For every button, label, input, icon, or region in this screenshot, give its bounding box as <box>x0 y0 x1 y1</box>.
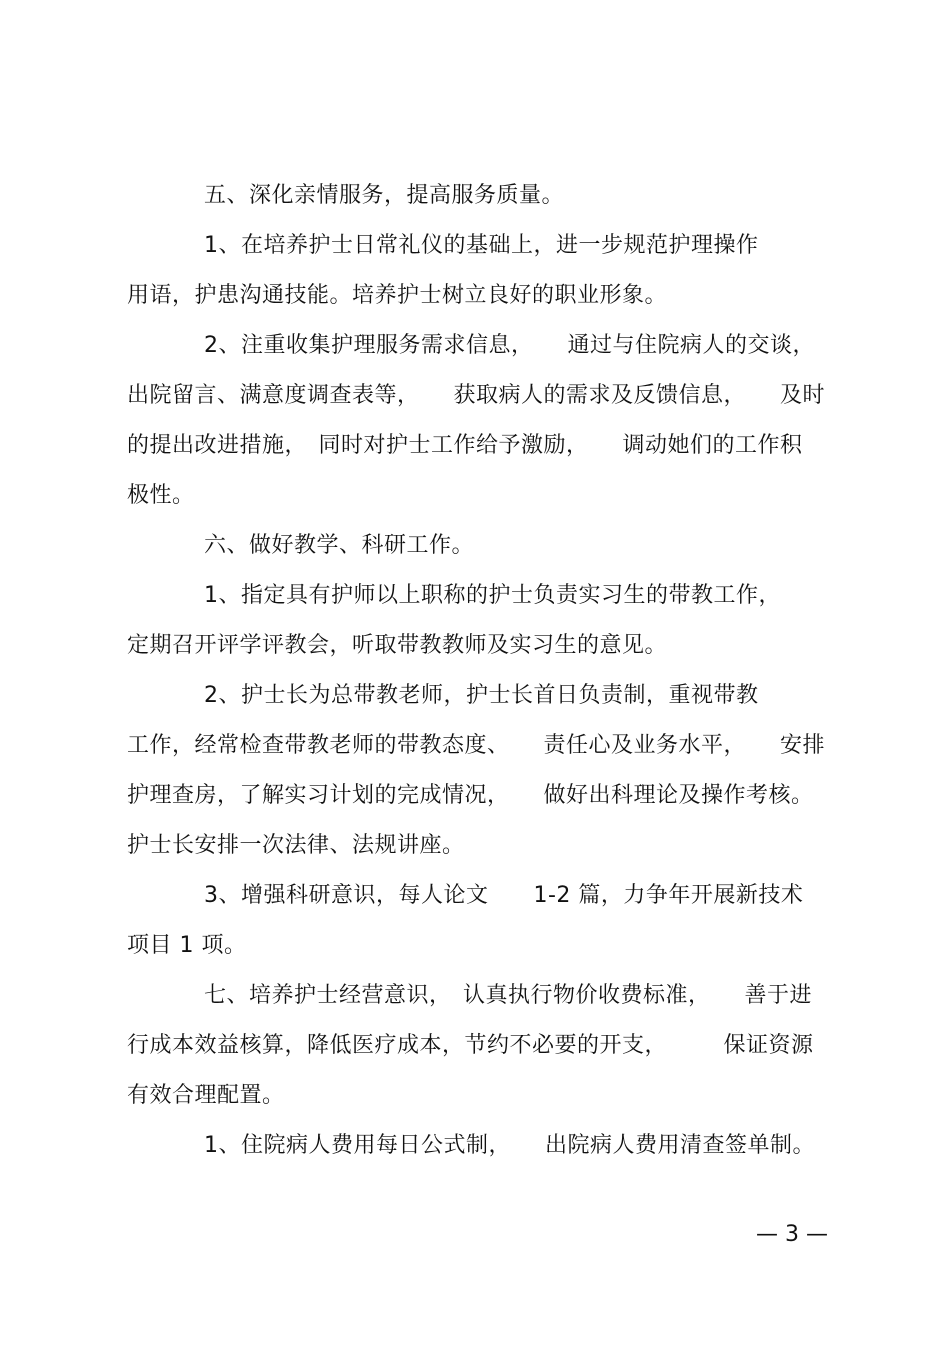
paragraph-line: 极性。 <box>127 483 195 508</box>
paragraph-line: 1、指定具有护师以上职称的护士负责实习生的带教工作， <box>204 583 781 608</box>
paragraph-line: 2、注重收集护理服务需求信息， 通过与住院病人的交谈， <box>204 333 815 358</box>
paragraph-line: 1、在培养护士日常礼仪的基础上，进一步规范护理操作 <box>204 233 759 258</box>
paragraph-line: 用语，护患沟通技能。培养护士树立良好的职业形象。 <box>127 283 668 308</box>
section-heading-5: 五、深化亲情服务，提高服务质量。 <box>204 183 565 208</box>
paragraph-line: 定期召开评学评教会，听取带教教师及实习生的意见。 <box>127 633 668 658</box>
paragraph-line: 的提出改进措施， 同时对护士工作给予激励， 调动她们的工作积 <box>127 433 803 458</box>
paragraph-line: 项目 1 项。 <box>127 933 247 958</box>
paragraph-line: 2、护士长为总带教老师，护士长首日负责制，重视带教 <box>204 683 759 708</box>
paragraph-line: 有效合理配置。 <box>127 1083 285 1108</box>
paragraph-line: 1、住院病人费用每日公式制， 出院病人费用清查签单制。 <box>204 1133 815 1158</box>
page-number: — 3 — <box>756 1222 828 1247</box>
paragraph-line: 护士长安排一次法律、法规讲座。 <box>127 833 465 858</box>
paragraph-line: 工作，经常检查带教老师的带教态度、 责任心及业务水平， 安排 <box>127 733 826 758</box>
paragraph-line: 行成本效益核算，降低医疗成本，节约不必要的开支， 保证资源 <box>127 1033 814 1058</box>
paragraph-line: 出院留言、满意度调查表等， 获取病人的需求及反馈信息， 及时 <box>127 383 826 408</box>
section-heading-6: 六、做好教学、科研工作。 <box>204 533 475 558</box>
paragraph-line: 3、增强科研意识，每人论文 1-2 篇，力争年开展新技术 <box>204 883 804 908</box>
section-heading-7: 七、培养护士经营意识， 认真执行物价收费标准， 善于进 <box>204 983 813 1008</box>
paragraph-line: 护理查房，了解实习计划的完成情况， 做好出科理论及操作考核。 <box>127 783 814 808</box>
